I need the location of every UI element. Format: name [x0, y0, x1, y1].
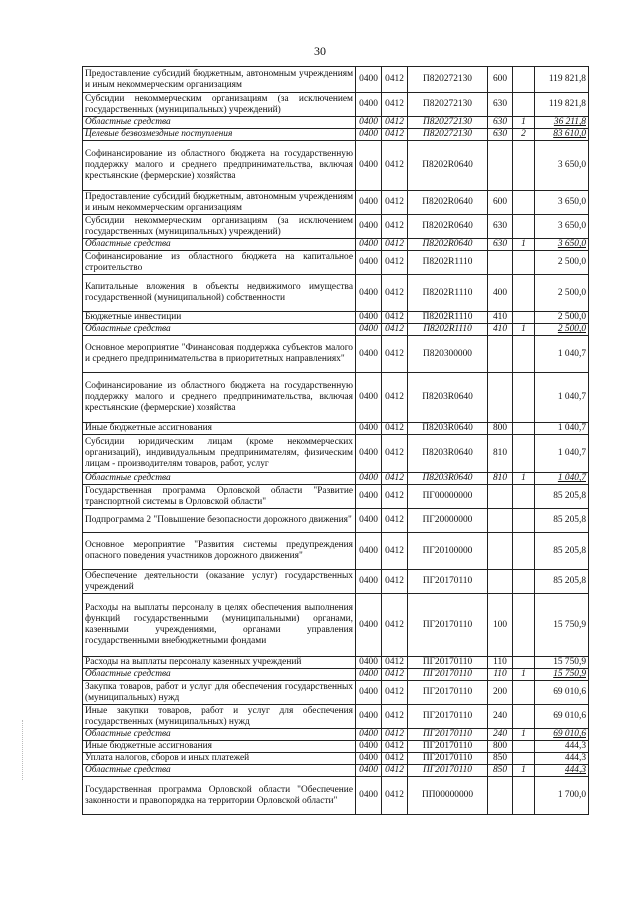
row-expense-type: 630 [488, 239, 513, 251]
row-name: Целевые безвозмездные поступления [83, 129, 356, 141]
row-target-article: ПГ20170110 [408, 657, 488, 669]
table-row [83, 191, 589, 215]
row-name: Уплата налогов, сборов и иных платежей [83, 753, 356, 765]
table-row [83, 251, 589, 275]
row-expense-type [488, 251, 513, 275]
row-expense-type: 400 [488, 275, 513, 312]
page-number: 30 [314, 44, 326, 58]
row-amount: 69 010,6 [535, 681, 589, 705]
table-row [83, 423, 589, 435]
row-subsection-code: 0412 [382, 251, 408, 275]
row-section-code: 0400 [356, 324, 382, 336]
row-target-article: П8203R0640 [408, 435, 488, 473]
row-fund-source [513, 312, 535, 324]
row-subsection-code: 0412 [382, 141, 408, 191]
table-row [83, 669, 589, 681]
row-subsection-code: 0412 [382, 275, 408, 312]
row-subsection-code: 0412 [382, 117, 408, 129]
row-name: Областные средства [83, 239, 356, 251]
row-section-code: 0400 [356, 681, 382, 705]
row-name: Бюджетные инвестиции [83, 312, 356, 324]
row-fund-source: 1 [513, 239, 535, 251]
row-section-code: 0400 [356, 191, 382, 215]
table-row [83, 594, 589, 657]
row-target-article: ПГ20170110 [408, 705, 488, 729]
row-expense-type: 600 [488, 191, 513, 215]
row-subsection-code: 0412 [382, 239, 408, 251]
row-expense-type: 240 [488, 729, 513, 741]
row-section-code: 0400 [356, 423, 382, 435]
table-row [83, 473, 589, 485]
row-expense-type: 810 [488, 473, 513, 485]
row-fund-source: 1 [513, 117, 535, 129]
row-fund-source [513, 275, 535, 312]
row-amount: 36 211,8 [535, 117, 589, 129]
row-amount: 83 610,0 [535, 129, 589, 141]
row-fund-source: 1 [513, 729, 535, 741]
row-section-code: 0400 [356, 777, 382, 815]
row-target-article: П820272130 [408, 129, 488, 141]
row-subsection-code: 0412 [382, 570, 408, 594]
row-fund-source: 1 [513, 473, 535, 485]
row-amount: 1 700,0 [535, 777, 589, 815]
row-section-code: 0400 [356, 594, 382, 657]
row-subsection-code: 0412 [382, 485, 408, 509]
row-subsection-code: 0412 [382, 753, 408, 765]
row-section-code: 0400 [356, 741, 382, 753]
row-amount: 444,3 [535, 753, 589, 765]
table-row [83, 215, 589, 239]
table-row [83, 485, 589, 509]
row-name: Государственная программа Орловской области "Обеспечение законности и правопорядка на территории Орловской области" [83, 777, 356, 815]
row-name: Иные бюджетные ассигнования [83, 741, 356, 753]
row-subsection-code: 0412 [382, 509, 408, 533]
table-row [83, 570, 589, 594]
row-subsection-code: 0412 [382, 681, 408, 705]
row-fund-source [513, 657, 535, 669]
row-amount: 444,3 [535, 765, 589, 777]
row-name: Государственная программа Орловской области "Развитие транспортной системы в Орловской области" [83, 485, 356, 509]
table-row [83, 129, 589, 141]
row-subsection-code: 0412 [382, 594, 408, 657]
row-name: Субсидии некоммерческим организациям (за исключением государственных (муниципальных) учреждений) [83, 93, 356, 117]
row-fund-source [513, 753, 535, 765]
row-section-code: 0400 [356, 239, 382, 251]
row-fund-source [513, 741, 535, 753]
row-section-code: 0400 [356, 435, 382, 473]
row-subsection-code: 0412 [382, 533, 408, 570]
row-section-code: 0400 [356, 729, 382, 741]
row-amount: 119 821,8 [535, 93, 589, 117]
table-row [83, 93, 589, 117]
row-target-article: ПГ20170110 [408, 594, 488, 657]
table-row [83, 705, 589, 729]
row-target-article: ПГ20170110 [408, 570, 488, 594]
row-name: Основное мероприятие "Финансовая поддержка субъектов малого и среднего предпринимательства в приоритетных направлениях" [83, 336, 356, 373]
row-expense-type [488, 509, 513, 533]
row-amount: 2 500,0 [535, 275, 589, 312]
row-amount: 3 650,0 [535, 239, 589, 251]
row-amount: 69 010,6 [535, 729, 589, 741]
row-subsection-code: 0412 [382, 191, 408, 215]
row-expense-type: 810 [488, 435, 513, 473]
row-target-article: ПГ20170110 [408, 669, 488, 681]
row-expense-type: 630 [488, 215, 513, 239]
row-amount: 85 205,8 [535, 485, 589, 509]
row-fund-source [513, 93, 535, 117]
row-subsection-code: 0412 [382, 705, 408, 729]
row-name: Иные закупки товаров, работ и услуг для обеспечения государственных (муниципальных) нужд [83, 705, 356, 729]
row-section-code: 0400 [356, 509, 382, 533]
row-expense-type [488, 141, 513, 191]
row-target-article: П820272130 [408, 117, 488, 129]
table-row [83, 141, 589, 191]
row-expense-type [488, 373, 513, 423]
row-name: Иные бюджетные ассигнования [83, 423, 356, 435]
row-name: Субсидии юридическим лицам (кроме некоммерческих организаций), индивидуальным предпринимателям, физическим лицам - производителям товаров, работ, услуг [83, 435, 356, 473]
row-expense-type: 850 [488, 753, 513, 765]
row-target-article: ПГ20170110 [408, 729, 488, 741]
row-target-article: П8202R0640 [408, 141, 488, 191]
row-fund-source: 2 [513, 129, 535, 141]
row-subsection-code: 0412 [382, 765, 408, 777]
row-name: Областные средства [83, 765, 356, 777]
row-amount: 85 205,8 [535, 570, 589, 594]
row-target-article: П8202R0640 [408, 239, 488, 251]
row-expense-type: 800 [488, 741, 513, 753]
row-subsection-code: 0412 [382, 67, 408, 93]
table-row [83, 753, 589, 765]
row-name: Расходы на выплаты персоналу казенных учреждений [83, 657, 356, 669]
row-name: Основное мероприятие "Развития системы предупреждения опасного поведения участников дорожного движения" [83, 533, 356, 570]
row-target-article: П820300000 [408, 336, 488, 373]
row-expense-type: 630 [488, 93, 513, 117]
row-fund-source [513, 215, 535, 239]
row-expense-type: 410 [488, 312, 513, 324]
row-name: Закупка товаров, работ и услуг для обеспечения государственных (муниципальных) нужд [83, 681, 356, 705]
row-name: Софинансирование из областного бюджета на государственную поддержку малого и среднего предпринимательства, включая крестьянские (фермерские) хозяйства [83, 373, 356, 423]
row-expense-type [488, 336, 513, 373]
row-section-code: 0400 [356, 336, 382, 373]
row-section-code: 0400 [356, 93, 382, 117]
row-name: Расходы на выплаты персоналу в целях обеспечения выполнения функций государственными (муниципальными) органами, казенными учреждениями, органами управления государственными внебюджетными фондами [83, 594, 356, 657]
row-fund-source: 1 [513, 765, 535, 777]
row-expense-type: 200 [488, 681, 513, 705]
row-fund-source [513, 435, 535, 473]
row-subsection-code: 0412 [382, 777, 408, 815]
row-expense-type: 850 [488, 765, 513, 777]
row-name: Областные средства [83, 669, 356, 681]
row-expense-type [488, 485, 513, 509]
row-amount: 1 040,7 [535, 435, 589, 473]
row-subsection-code: 0412 [382, 741, 408, 753]
row-subsection-code: 0412 [382, 423, 408, 435]
row-expense-type: 600 [488, 67, 513, 93]
row-section-code: 0400 [356, 533, 382, 570]
row-target-article: П8203R0640 [408, 473, 488, 485]
row-name: Предоставление субсидий бюджетным, автономным учреждениям и иным некоммерческим организациям [83, 67, 356, 93]
row-fund-source [513, 681, 535, 705]
row-subsection-code: 0412 [382, 312, 408, 324]
row-fund-source [513, 67, 535, 93]
row-section-code: 0400 [356, 753, 382, 765]
row-target-article: ПГ20170110 [408, 753, 488, 765]
row-fund-source [513, 485, 535, 509]
row-target-article: П820272130 [408, 93, 488, 117]
row-section-code: 0400 [356, 312, 382, 324]
table-row [83, 681, 589, 705]
row-target-article: ПГ20000000 [408, 509, 488, 533]
table-row [83, 312, 589, 324]
row-target-article: ПГ20170110 [408, 681, 488, 705]
row-fund-source [513, 423, 535, 435]
row-amount: 3 650,0 [535, 191, 589, 215]
row-amount: 85 205,8 [535, 533, 589, 570]
row-section-code: 0400 [356, 215, 382, 239]
row-subsection-code: 0412 [382, 729, 408, 741]
row-amount: 444,3 [535, 741, 589, 753]
row-subsection-code: 0412 [382, 324, 408, 336]
row-target-article: П820272130 [408, 67, 488, 93]
row-section-code: 0400 [356, 117, 382, 129]
row-section-code: 0400 [356, 141, 382, 191]
row-fund-source [513, 705, 535, 729]
row-amount: 15 750,9 [535, 657, 589, 669]
row-subsection-code: 0412 [382, 373, 408, 423]
row-amount: 69 010,6 [535, 705, 589, 729]
row-section-code: 0400 [356, 705, 382, 729]
row-section-code: 0400 [356, 473, 382, 485]
row-name: Обеспечение деятельности (оказание услуг) государственных учреждений [83, 570, 356, 594]
row-fund-source [513, 570, 535, 594]
row-fund-source [513, 509, 535, 533]
row-target-article: П8202R0640 [408, 191, 488, 215]
table-row [83, 533, 589, 570]
row-name: Капитальные вложения в объекты недвижимого имущества государственной (муниципальной) собственности [83, 275, 356, 312]
row-target-article: ПГ20100000 [408, 533, 488, 570]
row-subsection-code: 0412 [382, 657, 408, 669]
table-row [83, 765, 589, 777]
row-target-article: ПП00000000 [408, 777, 488, 815]
row-expense-type: 110 [488, 657, 513, 669]
row-fund-source [513, 251, 535, 275]
row-section-code: 0400 [356, 373, 382, 423]
row-target-article: П8203R0640 [408, 373, 488, 423]
row-name: Областные средства [83, 117, 356, 129]
row-section-code: 0400 [356, 251, 382, 275]
row-fund-source [513, 777, 535, 815]
row-expense-type: 100 [488, 594, 513, 657]
row-amount: 15 750,9 [535, 594, 589, 657]
row-target-article: П8202R1110 [408, 324, 488, 336]
row-name: Подпрограмма 2 "Повышение безопасности дорожного движения" [83, 509, 356, 533]
table-row [83, 117, 589, 129]
row-amount: 15 750,9 [535, 669, 589, 681]
row-subsection-code: 0412 [382, 669, 408, 681]
row-target-article: П8203R0640 [408, 423, 488, 435]
row-section-code: 0400 [356, 275, 382, 312]
row-subsection-code: 0412 [382, 473, 408, 485]
scan-margin-mark [22, 720, 24, 780]
row-subsection-code: 0412 [382, 93, 408, 117]
row-amount: 2 500,0 [535, 324, 589, 336]
row-subsection-code: 0412 [382, 129, 408, 141]
row-expense-type: 110 [488, 669, 513, 681]
table-row [83, 239, 589, 251]
row-amount: 3 650,0 [535, 141, 589, 191]
row-name: Софинансирование из областного бюджета на государственную поддержку малого и среднего предпринимательства, включая крестьянские (фермерские) хозяйства [83, 141, 356, 191]
row-fund-source [513, 336, 535, 373]
row-expense-type [488, 777, 513, 815]
table-row [83, 435, 589, 473]
row-amount: 85 205,8 [535, 509, 589, 533]
table-row [83, 275, 589, 312]
row-section-code: 0400 [356, 570, 382, 594]
table-row [83, 336, 589, 373]
row-fund-source [513, 373, 535, 423]
table-row [83, 729, 589, 741]
row-target-article: П8202R1110 [408, 312, 488, 324]
row-fund-source [513, 191, 535, 215]
row-amount: 3 650,0 [535, 215, 589, 239]
row-expense-type: 800 [488, 423, 513, 435]
row-name: Областные средства [83, 324, 356, 336]
row-expense-type: 410 [488, 324, 513, 336]
row-amount: 2 500,0 [535, 312, 589, 324]
row-fund-source: 1 [513, 324, 535, 336]
row-section-code: 0400 [356, 657, 382, 669]
table-row [83, 67, 589, 93]
row-name: Предоставление субсидий бюджетным, автономным учреждениям и иным некоммерческим организациям [83, 191, 356, 215]
table-row [83, 324, 589, 336]
row-amount: 2 500,0 [535, 251, 589, 275]
table-row [83, 509, 589, 533]
row-section-code: 0400 [356, 129, 382, 141]
row-name: Областные средства [83, 473, 356, 485]
row-subsection-code: 0412 [382, 336, 408, 373]
row-expense-type: 240 [488, 705, 513, 729]
row-target-article: ПГ00000000 [408, 485, 488, 509]
row-fund-source [513, 141, 535, 191]
row-section-code: 0400 [356, 485, 382, 509]
row-target-article: ПГ20170110 [408, 765, 488, 777]
row-expense-type: 630 [488, 129, 513, 141]
row-target-article: П8202R1110 [408, 251, 488, 275]
row-amount: 1 040,7 [535, 473, 589, 485]
row-subsection-code: 0412 [382, 215, 408, 239]
row-amount: 119 821,8 [535, 67, 589, 93]
row-target-article: ПГ20170110 [408, 741, 488, 753]
row-fund-source: 1 [513, 669, 535, 681]
table-row [83, 657, 589, 669]
row-expense-type [488, 570, 513, 594]
budget-table-body [83, 67, 589, 815]
row-name: Областные средства [83, 729, 356, 741]
row-fund-source [513, 594, 535, 657]
row-expense-type [488, 533, 513, 570]
row-section-code: 0400 [356, 67, 382, 93]
row-name: Софинансирование из областного бюджета на капитальное строительство [83, 251, 356, 275]
row-fund-source [513, 533, 535, 570]
row-section-code: 0400 [356, 765, 382, 777]
row-section-code: 0400 [356, 669, 382, 681]
table-row [83, 777, 589, 815]
row-amount: 1 040,7 [535, 423, 589, 435]
table-row [83, 373, 589, 423]
row-name: Субсидии некоммерческим организациям (за исключением государственных (муниципальных) учреждений) [83, 215, 356, 239]
row-target-article: П8202R1110 [408, 275, 488, 312]
row-amount: 1 040,7 [535, 373, 589, 423]
row-amount: 1 040,7 [535, 336, 589, 373]
row-subsection-code: 0412 [382, 435, 408, 473]
row-target-article: П8202R0640 [408, 215, 488, 239]
row-expense-type: 630 [488, 117, 513, 129]
budget-table [82, 66, 589, 815]
table-row [83, 741, 589, 753]
